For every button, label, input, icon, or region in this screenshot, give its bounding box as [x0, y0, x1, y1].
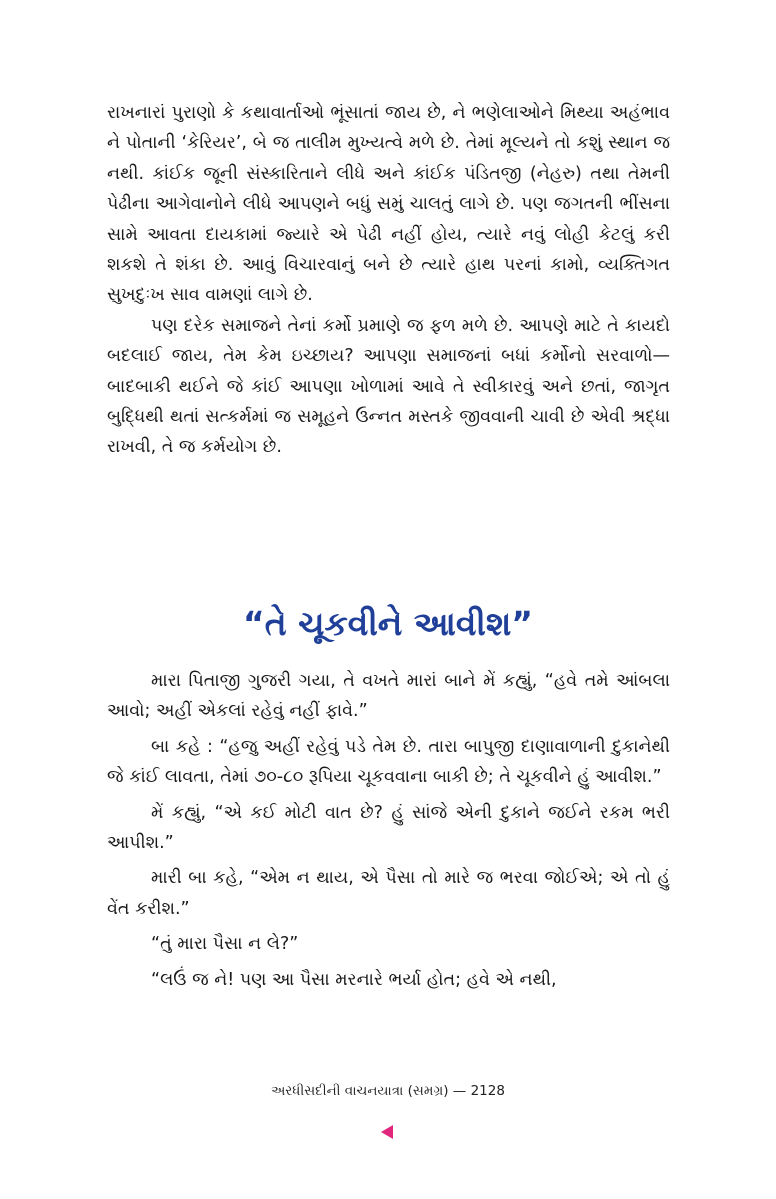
previous-page-icon[interactable]: [381, 1125, 393, 1139]
paragraph-1: રાખનારાં પુરાણો કે કથાવાર્તાઓ ભૂંસાતાં જાય છે, ને ભણેલાઓને મિથ્યા અહંભાવ ને પોતાની ‘કેરિયર’, બે જ તાલીમ મુખ્યત્વે મળે છે. તેમાં મૂલ્યને તો કશું સ્થાન જ નથી. કાંઈક જૂની સંસ્કારિતાને લીધે અને કાંઈક પંડિતજી (નેહરુ) તથા તેમની પેઢીના આગેવાનોને લીધે આપણને બધું સમું ચાલતું લાગે છે. પણ જગતની ભીંસના સામે આવતા દાયકામાં જ્યારે એ પેઢી નહીં હોય, ત્યારે નવું લોહી કેટલું કરી શકશે તે શંકા છે. આવું વિચારવાનું બને છે ત્યારે હાથ પરનાં કામો, વ્યક્તિગત સુખદુઃખ સાવ વામણાં લાગે છે.: [107, 103, 670, 306]
story-paragraph-1: મારા પિતાજી ગુજરી ગયા, તે વખતે મારાં બાને મેં કહ્યું, “હવે તમે આંબલા આવો; અહીં એકલાં રહેવું નહીં ફાવે.”: [107, 671, 670, 722]
body-text-top: [107, 98, 670, 463]
page-footer: અરધીસદીની વાચનયાત્રા (સમગ્ર) — 2128: [271, 1083, 505, 1099]
story-paragraph-4: મારી બા કહે, “એમ ન થાય, એ પૈસા તો મારે જ ભરવા જોઈએ; એ તો હું વેંત કરીશ.”: [107, 868, 670, 919]
paragraph-2: પણ દરેક સમાજને તેનાં કર્મો પ્રમાણે જ ફળ મળે છે. આપણે માટે તે કાયદો બદલાઈ જાય, તેમ કેમ ઇચ્છાય? આપણા સમાજનાં બધાં કર્મોનો સરવાળો—બાદબાકી થઈને જે કાંઈ આપણા ખોળામાં આવે તે સ્વીકારવું અને છતાં, જાગૃત બુદ્ધિથી થતાં સત્કર્મમાં જ સમૂહને ઉન્નત મસ્તકે જીવવાની ચાવી છે એવી શ્રદ્ધા રાખવી, તે જ કર્મયોગ છે.: [107, 315, 670, 458]
story-text: [107, 666, 670, 1000]
story-paragraph-3: મેં કહ્યું, “એ કઈ મોટી વાત છે? હું સાંજે એની દુકાને જઈને રકમ ભરી આપીશ.”: [107, 802, 670, 854]
story-paragraph-2: બા કહે : “હજુ અહીં રહેવું પડે તેમ છે. તારા બાપુજી દાણાવાળાની દુકાનેથી જે કાંઈ લાવતા, તેમાં ૭૦-૮૦ રૂપિયા ચૂકવવાના બાકી છે; તે ચૂકવીને હું આવીશ.”: [107, 736, 670, 788]
story-paragraph-6: “લઉં જ ને! પણ આ પૈસા મરનારે ભર્યા હોત; હવે એ નથી,: [151, 969, 557, 990]
section-title: “તે ચૂકવીને આવીશ”: [243, 604, 533, 643]
story-paragraph-5: “તું મારા પૈસા ન લે?”: [151, 934, 299, 955]
